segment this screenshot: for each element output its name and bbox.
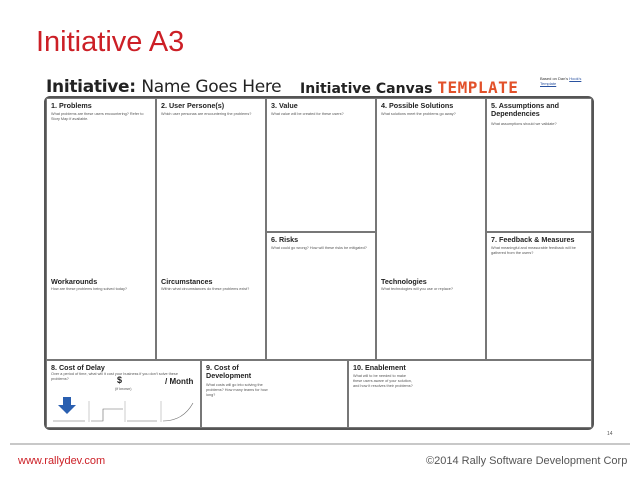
- value-box: [266, 98, 376, 232]
- feedback-desc: What meaningful and measurable feedback will be gathered from the users?: [491, 246, 576, 255]
- workarounds-title: Workarounds: [51, 277, 98, 286]
- initiative-label: Initiative:: [46, 77, 136, 97]
- canvas-title: [300, 78, 518, 97]
- solutions-box: [376, 98, 486, 360]
- personas-desc: Which user personas are encountering the problems?: [161, 112, 252, 116]
- down-arrow-icon: [58, 397, 76, 414]
- personas-box: [156, 98, 266, 360]
- problems-title: 1. Problems: [51, 101, 92, 110]
- feedback-title: 7. Feedback & Measures: [491, 235, 575, 244]
- per-month-label: / Month: [165, 377, 194, 386]
- based-on-note: [540, 76, 598, 86]
- dollar-sign: $: [117, 375, 123, 385]
- assumptions-box: [486, 98, 592, 232]
- value-title: 3. Value: [271, 101, 298, 110]
- solutions-title: 4. Possible Solutions: [381, 101, 454, 110]
- slide-number: 14: [607, 431, 613, 437]
- personas-title: 2. User Persone(s): [161, 101, 225, 110]
- cost-of-delay-desc: Over a period of time, what will it cost your business if you don't solve these problems?: [51, 372, 178, 381]
- cost-of-development-desc: What costs will go into solving the problems? How many teams for how long?: [206, 383, 268, 397]
- if-known-note: (if known): [115, 387, 132, 391]
- canvas-title-text: Initiative Canvas: [300, 81, 433, 97]
- assumptions-title: 5. Assumptions and Dependencies: [491, 101, 560, 118]
- assumptions-desc: What assumptions should we validate?: [491, 122, 557, 126]
- cost-of-delay-profiles: [51, 397, 195, 423]
- canvas-grid: [44, 96, 594, 430]
- circumstances-desc: Within what circumstances do these problems exist?: [161, 287, 250, 291]
- circumstances-title: Circumstances: [161, 277, 213, 286]
- technologies-desc: What technologies will you use or replace?: [381, 287, 453, 291]
- cost-of-delay-title: 8. Cost of Delay: [51, 363, 105, 372]
- initiative-name: Name Goes Here: [141, 77, 282, 97]
- enablement-box: [348, 360, 592, 428]
- footer-divider: [10, 443, 630, 445]
- technologies-title: Technologies: [381, 277, 427, 286]
- cost-of-delay-box: [46, 360, 201, 428]
- enablement-title: 10. Enablement: [353, 363, 406, 372]
- based-on-prefix: Based on Dan's: [540, 76, 569, 81]
- template-word: TEMPLATE: [437, 78, 519, 97]
- initiative-canvas: [42, 70, 613, 437]
- problems-box: [46, 98, 156, 360]
- profile-intangible-curve: [163, 403, 193, 421]
- based-on-link[interactable]: Hook's Template: [540, 76, 582, 86]
- risks-box: [266, 232, 376, 360]
- cost-of-development-title: 9. Cost of Development: [206, 363, 252, 380]
- risks-title: 6. Risks: [271, 235, 299, 244]
- value-desc: What value will be created for these users?: [271, 112, 344, 116]
- feedback-box: [486, 232, 592, 360]
- initiative-heading: [46, 77, 281, 97]
- risks-desc: What could go wrong? How will these risks be mitigated?: [271, 246, 367, 250]
- enablement-desc: What will to be needed to make these users aware of your solution, and how it resolves their problems?: [353, 374, 413, 388]
- footer-copyright: ©2014 Rally Software Development Corp: [426, 455, 628, 467]
- workarounds-desc: How are these problems being solved today?: [51, 287, 127, 291]
- cost-of-development-box: [201, 360, 348, 428]
- problems-desc: What problems are these users encountering? Refer to Story Map if available.: [51, 112, 144, 121]
- footer-website[interactable]: www.rallydev.com: [18, 455, 106, 467]
- solutions-desc: What solutions meet the problems go away?: [381, 112, 456, 116]
- slide-title: Initiative A3: [36, 26, 185, 58]
- profile-fixed-date-curve: [91, 409, 123, 421]
- urgency-profile-graphs: [53, 401, 193, 422]
